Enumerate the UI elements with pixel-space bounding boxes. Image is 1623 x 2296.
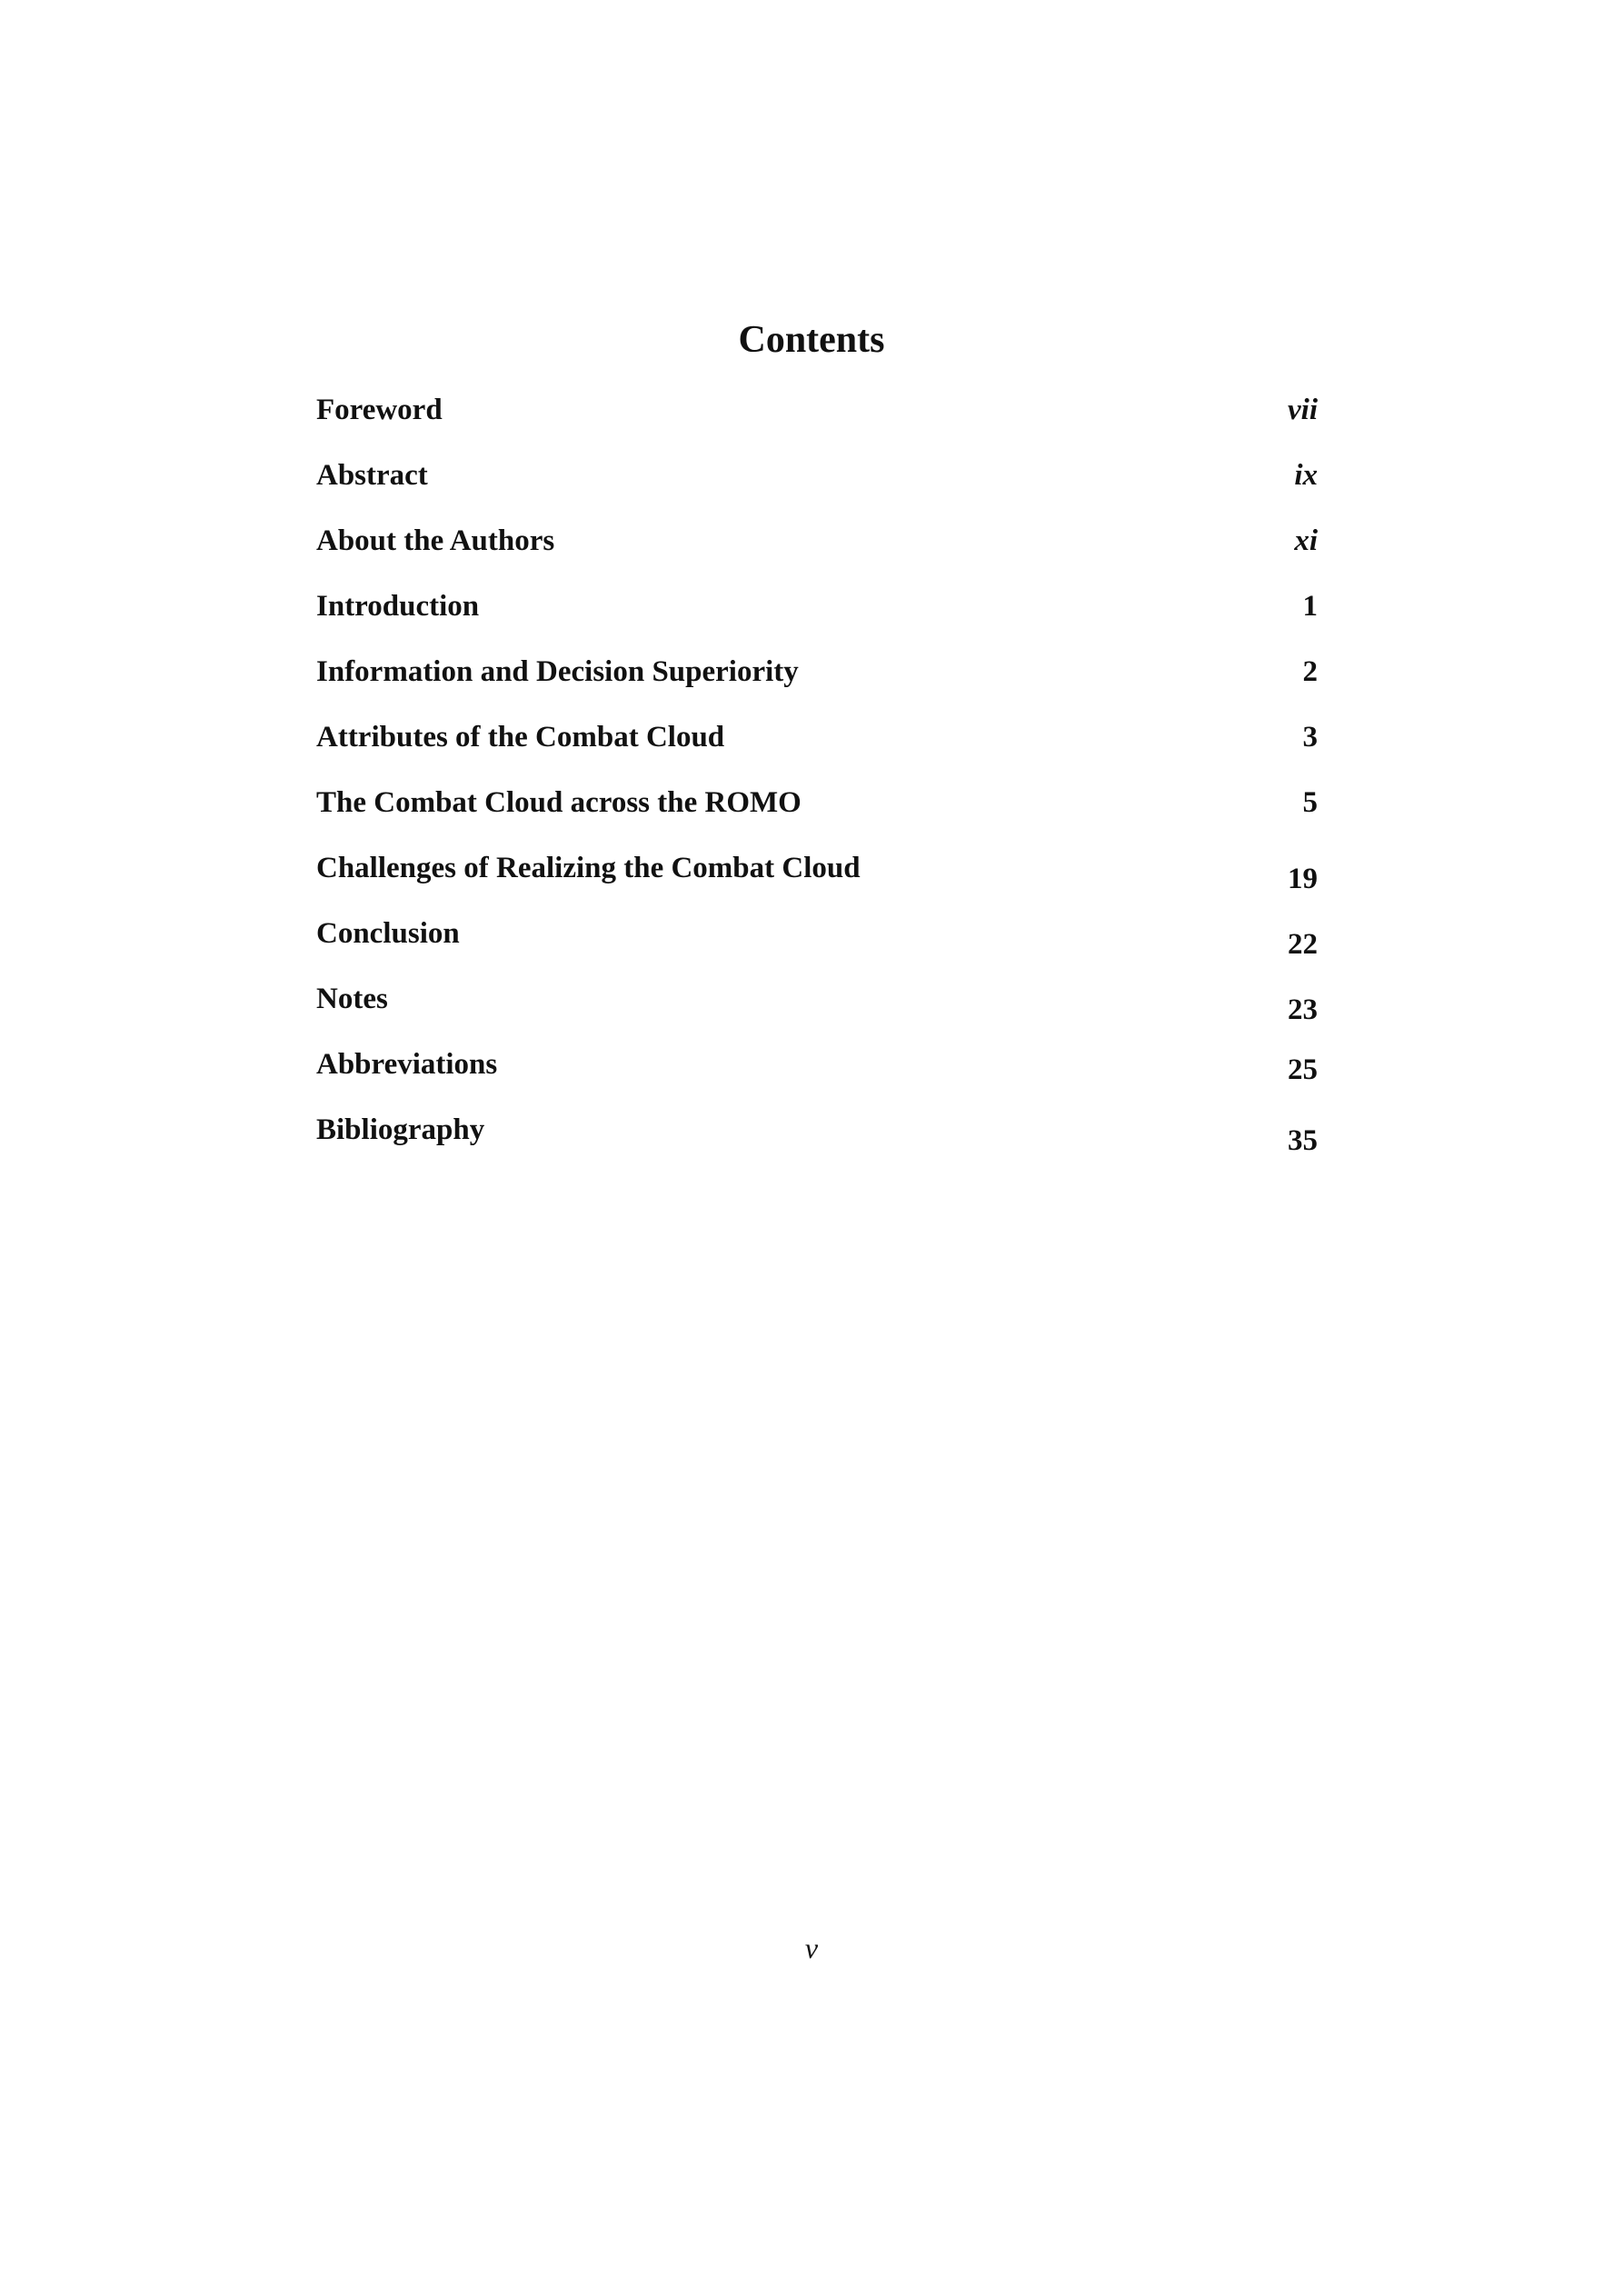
page-title: Contents (738, 319, 885, 361)
toc-entry-page[interactable]: 2 (1302, 655, 1318, 688)
toc-entry-title[interactable]: Information and Decision Superiority (316, 655, 799, 688)
toc-entry-title[interactable]: Conclusion (316, 917, 460, 950)
toc-entry-title[interactable]: Challenges of Realizing the Combat Cloud (316, 852, 861, 884)
toc-entry-page[interactable]: vii (1288, 394, 1318, 426)
toc-entry-page[interactable]: 35 (1288, 1124, 1318, 1157)
page-number: v (804, 1932, 819, 1964)
toc-entry-page[interactable]: 25 (1288, 1053, 1318, 1086)
toc-entry-title[interactable]: Notes (316, 983, 388, 1015)
toc-entry-page[interactable]: ix (1294, 459, 1318, 492)
toc-entry-title[interactable]: Abbreviations (316, 1048, 498, 1081)
toc-entry-page[interactable]: 22 (1288, 928, 1318, 961)
toc-entry-title[interactable]: Introduction (316, 590, 480, 623)
toc-entry-page[interactable]: 1 (1302, 590, 1318, 623)
toc-entry-title[interactable]: Bibliography (316, 1113, 485, 1146)
toc-entry-page[interactable]: 19 (1288, 863, 1318, 895)
toc-entry-page[interactable]: xi (1294, 524, 1318, 557)
toc-entry-title[interactable]: Foreword (316, 394, 443, 426)
toc-entry-page[interactable]: 3 (1302, 721, 1318, 754)
toc-entry-page[interactable]: 23 (1288, 993, 1318, 1026)
toc-entry-title[interactable]: Abstract (316, 459, 428, 492)
toc-entry-title[interactable]: Attributes of the Combat Cloud (316, 721, 725, 754)
toc-entry-page[interactable]: 5 (1302, 786, 1318, 819)
toc-entry-title[interactable]: The Combat Cloud across the ROMO (316, 786, 802, 819)
toc-entry-title[interactable]: About the Authors (316, 524, 555, 557)
